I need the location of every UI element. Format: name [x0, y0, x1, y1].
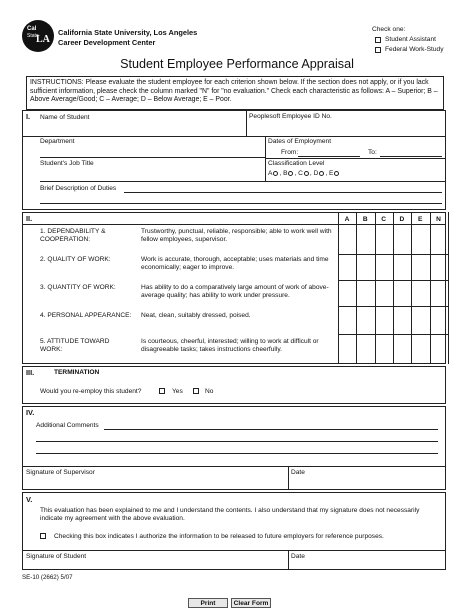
rating-cell-5-e[interactable]: [412, 335, 429, 364]
class-radio-a[interactable]: [273, 171, 278, 176]
rating-cell-1-n[interactable]: [431, 225, 448, 254]
rating-cell-3-e[interactable]: [412, 281, 429, 306]
form-code: SE-10 (2662) 5/07: [22, 574, 73, 581]
comments-line-2[interactable]: [36, 441, 438, 442]
rating-cell-1-c[interactable]: [376, 225, 393, 254]
rating-cell-2-e[interactable]: [412, 255, 429, 280]
class-option-e: E: [329, 170, 334, 177]
rating-cell-3-a[interactable]: [339, 281, 356, 306]
student-assistant-checkbox[interactable]: [375, 37, 381, 43]
class-option-d: D: [313, 170, 319, 177]
instructions-scale: A – Superior; B – Above Average/Good; C – Average; D – Below Average; E – Poor.: [30, 87, 438, 104]
to-date-line[interactable]: [380, 156, 442, 157]
rating-cell-2-a[interactable]: [339, 255, 356, 280]
rating-cell-5-b[interactable]: [357, 335, 374, 364]
criterion-label: 5. ATTITUDE TOWARD WORK:: [40, 338, 110, 354]
criterion-label: 3. QUANTITY OF WORK:: [40, 284, 116, 291]
rating-cell-5-n[interactable]: [431, 335, 448, 364]
rating-cell-3-n[interactable]: [431, 281, 448, 306]
federal-work-study-label: Federal Work-Study: [385, 46, 444, 53]
to-label: To:: [368, 149, 377, 156]
rating-cell-2-c[interactable]: [376, 255, 393, 280]
duties-label: Brief Description of Duties: [40, 185, 117, 192]
instructions-body: Please evaluate the student employee for each criterion shown below. If the section does not apply, or if you lack sufficient information, please check the column marked "N" for "no evaluation." Check each characteristic as follows:: [30, 79, 429, 95]
termination-heading: TERMINATION: [54, 369, 100, 376]
criterion-label: 1. DEPENDABILITY & COOPERATION:: [40, 228, 106, 244]
instructions-text: [30, 79, 440, 105]
rating-column-header-n: N: [436, 216, 441, 223]
dates-of-employment-label: Dates of Employment: [268, 138, 332, 145]
clear-form-button[interactable]: Clear Form: [231, 598, 271, 608]
additional-comments-label: Additional Comments: [36, 422, 99, 429]
class-radio-b[interactable]: [288, 171, 293, 176]
criterion-description: Trustworthy, punctual, reliable, responsible; able to work well with fellow employees, supervisor.: [141, 228, 332, 244]
class-option-a: A: [268, 170, 273, 177]
rating-cell-1-d[interactable]: [394, 225, 411, 254]
duties-line-1[interactable]: [124, 192, 442, 193]
student-date-label: Date: [291, 553, 305, 560]
re-employ-yes-checkbox[interactable]: [159, 388, 165, 394]
class-radio-e[interactable]: [334, 171, 339, 176]
rating-column-header-e: E: [417, 216, 423, 223]
rating-cell-2-b[interactable]: [357, 255, 374, 280]
rating-column-header-a: A: [344, 216, 350, 223]
comments-line-1[interactable]: [104, 429, 438, 430]
student-assistant-label: Student Assistant: [385, 36, 436, 43]
supervisor-signature-label: Signature of Supervisor: [26, 469, 95, 476]
criterion-description: Has ability to do a comparatively large amount of work of above-average quality; has ability to work under pressure.: [141, 284, 329, 300]
re-employ-no-checkbox[interactable]: [193, 388, 199, 394]
criterion-description: Work is accurate, thorough, acceptable; uses materials and time economically; eager to improve.: [141, 256, 329, 272]
re-employ-no-label: No: [205, 388, 214, 395]
check-one-label: Check one:: [372, 26, 406, 33]
section-2-numeral: II.: [26, 214, 33, 223]
rating-cell-5-a[interactable]: [339, 335, 356, 364]
print-button[interactable]: Print: [188, 598, 228, 608]
class-option-b: B: [283, 170, 288, 177]
university-name: California State University, Los Angeles: [58, 28, 198, 37]
rating-cell-4-b[interactable]: [357, 307, 374, 334]
rating-cell-5-c[interactable]: [376, 335, 393, 364]
classification-options: A , B , C , D , E: [268, 170, 340, 178]
rating-column-divider: [448, 212, 449, 364]
rating-cell-4-e[interactable]: [412, 307, 429, 334]
section-4-frame: [22, 406, 446, 490]
logo-text-cal: Cal: [27, 26, 37, 32]
university-seal-logo: [22, 20, 54, 52]
peoplesoft-id-label: Peoplesoft Employee ID No.: [249, 113, 332, 120]
classification-level-label: Classification Level: [268, 160, 325, 167]
rating-column-header-b: B: [362, 216, 368, 223]
rating-cell-1-b[interactable]: [357, 225, 374, 254]
rating-column-header-d: D: [399, 216, 405, 223]
center-name: Career Development Center: [58, 38, 156, 47]
class-radio-d[interactable]: [319, 171, 324, 176]
duties-line-2[interactable]: [40, 203, 442, 204]
rating-cell-3-b[interactable]: [357, 281, 374, 306]
rating-cell-3-d[interactable]: [394, 281, 411, 306]
rating-cell-4-n[interactable]: [431, 307, 448, 334]
section-3-numeral: III.: [26, 368, 35, 377]
re-employ-yes-label: Yes: [172, 388, 183, 395]
release-authorization-checkbox[interactable]: [40, 533, 46, 539]
logo-letter: LA: [36, 34, 50, 45]
criterion-description: Neat, clean, suitably dressed, poised.: [141, 312, 251, 319]
rating-cell-1-e[interactable]: [412, 225, 429, 254]
federal-work-study-checkbox[interactable]: [375, 47, 381, 53]
student-name-label: Name of Student: [40, 114, 90, 121]
rating-cell-1-a[interactable]: [339, 225, 356, 254]
rating-cell-4-c[interactable]: [376, 307, 393, 334]
rating-cell-4-a[interactable]: [339, 307, 356, 334]
logo-text-state: State: [27, 33, 39, 39]
release-authorization-text: Checking this box indicates I authorize the information to be released to future employers for reference purposes.: [54, 533, 384, 540]
section-1-numeral: I.: [26, 112, 31, 121]
instructions-block: [26, 76, 444, 110]
section-5-numeral: V.: [26, 495, 33, 504]
criterion-label: 4. PERSONAL APPEARANCE:: [40, 312, 132, 319]
re-employ-question: Would you re-employ this student?: [40, 388, 142, 395]
supervisor-date-label: Date: [291, 469, 305, 476]
rating-cell-3-c[interactable]: [376, 281, 393, 306]
from-label: From:: [281, 149, 299, 156]
job-title-label: Student's Job Title: [40, 160, 94, 167]
rating-cell-2-n[interactable]: [431, 255, 448, 280]
rating-cell-2-d[interactable]: [394, 255, 411, 280]
section-4-numeral: IV.: [26, 408, 35, 417]
comments-line-3[interactable]: [36, 453, 438, 454]
page-title: Student Employee Performance Appraisal: [120, 57, 354, 71]
acknowledgement-statement: This evaluation has been explained to me and I understand the contents. I also understand that my signature does not necessarily indicate my agreement with the above evaluation.: [40, 507, 420, 522]
rating-cell-5-d[interactable]: [394, 335, 411, 364]
department-label: Department: [40, 138, 75, 145]
criterion-description: Is courteous, cheerful, interested; willing to work at difficult or disagreeable tasks; takes instructions cheerfully.: [141, 338, 319, 354]
rating-column-header-c: C: [381, 216, 386, 223]
class-radio-c[interactable]: [304, 171, 309, 176]
student-signature-label: Signature of Student: [26, 553, 87, 560]
instructions-lead: INSTRUCTIONS:: [30, 79, 84, 86]
rating-cell-4-d[interactable]: [394, 307, 411, 334]
criterion-label: 2. QUALITY OF WORK:: [40, 256, 111, 263]
from-date-line[interactable]: [298, 156, 360, 157]
class-option-c: C: [298, 170, 303, 177]
